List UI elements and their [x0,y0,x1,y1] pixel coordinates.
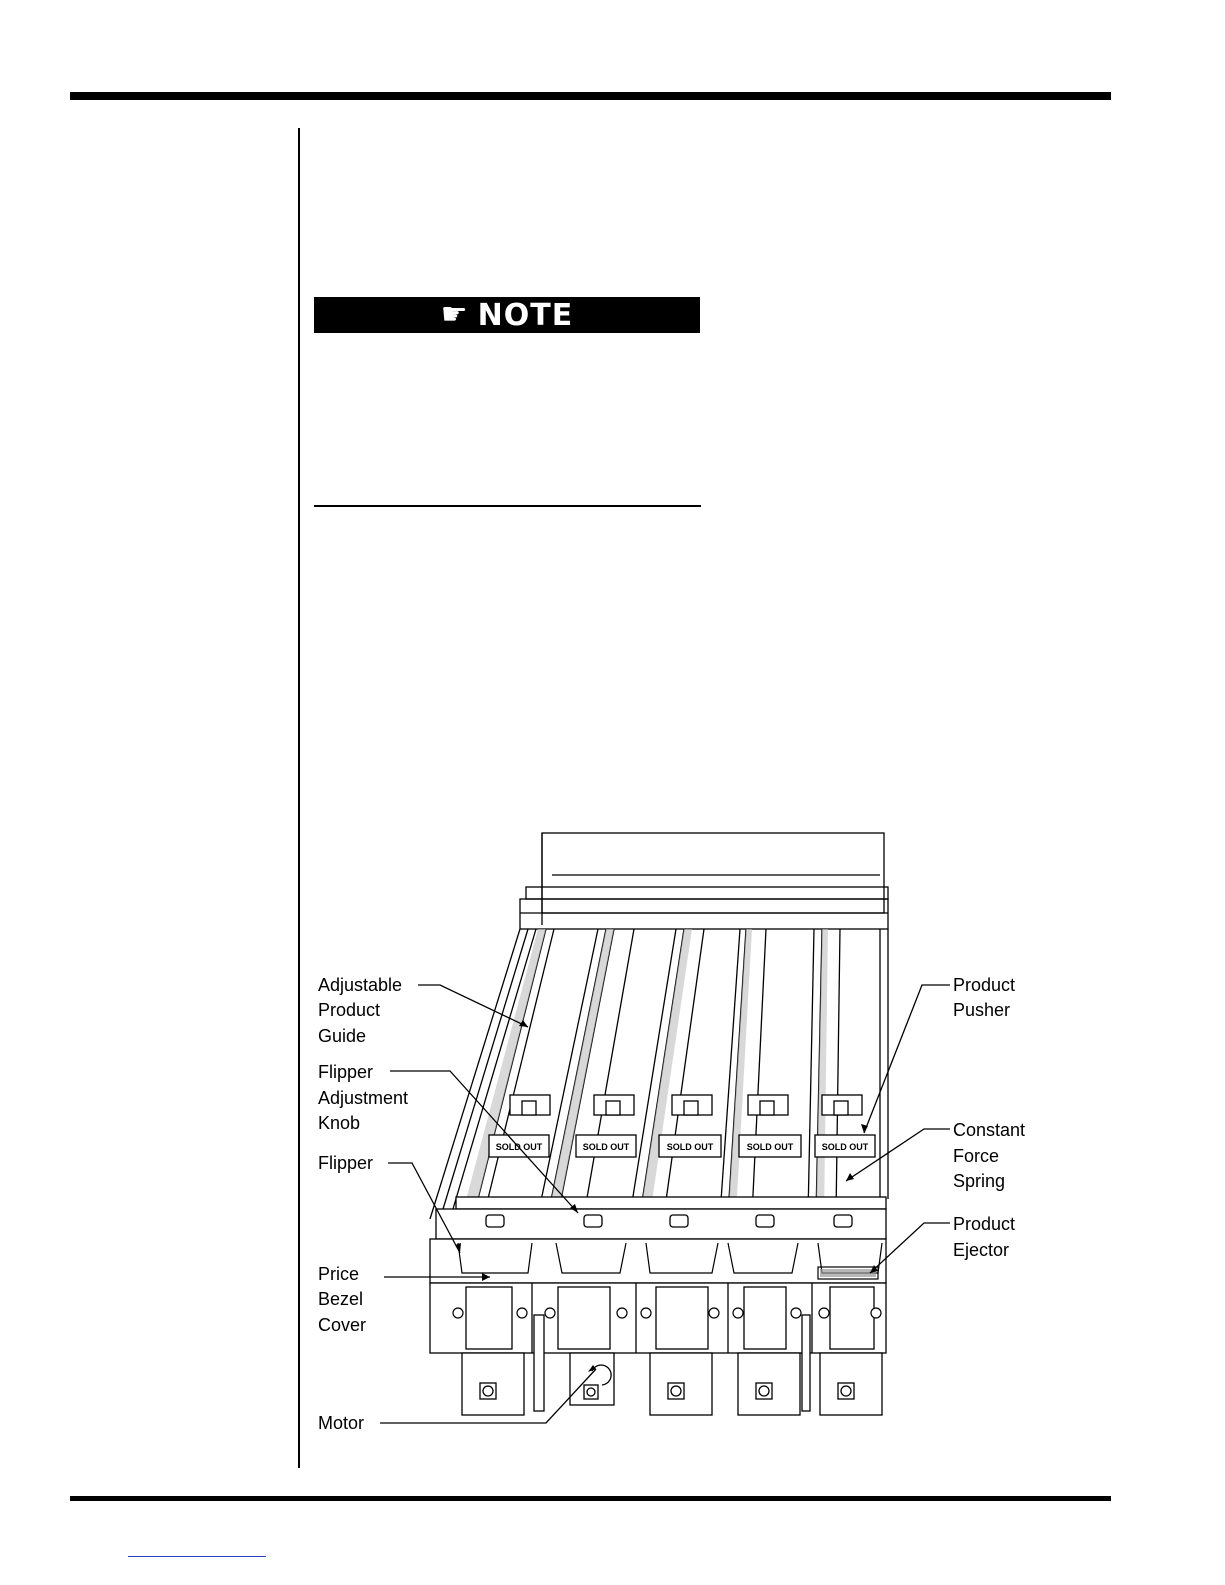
label-constant-force-spring: Constant Force Spring [953,1120,1026,1191]
note-end-rule [314,505,701,507]
label-product-pusher: Product Pusher [953,975,1016,1020]
footer-rule [70,1496,1111,1501]
label-flipper-adjustment-knob: Flipper Adjustment Knob [318,1062,409,1133]
sold-out-2: SOLD OUT [582,1142,630,1152]
label-flipper: Flipper [318,1153,374,1173]
sold-out-4: SOLD OUT [746,1142,794,1152]
footer-link-underline[interactable] [128,1556,266,1557]
label-product-ejector: Product Ejector [953,1214,1016,1260]
sold-out-5: SOLD OUT [821,1142,869,1152]
sold-out-1: SOLD OUT [495,1142,543,1152]
pointing-hand-icon: ☛ [440,297,468,332]
sold-out-3: SOLD OUT [666,1142,714,1152]
label-motor: Motor [318,1413,365,1433]
header-rule [70,92,1111,100]
note-banner [314,297,700,333]
label-adjustable-product-guide: Adjustable Product Guide [318,975,403,1046]
tray-diagram [300,825,1060,1445]
label-price-bezel-cover: Price Bezel Cover [318,1264,367,1335]
note-title: NOTE [477,297,574,333]
